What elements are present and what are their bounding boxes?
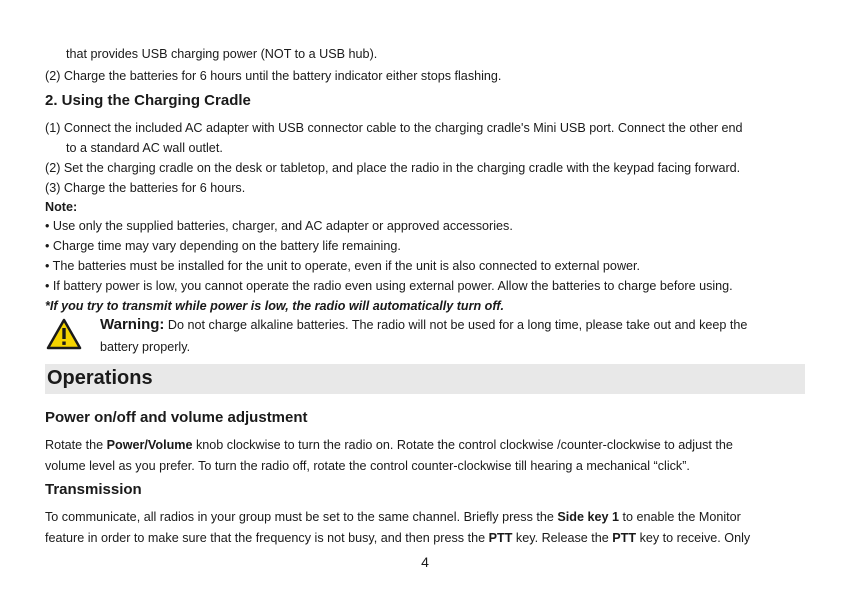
ptt-term: PTT bbox=[612, 531, 637, 545]
transmission-heading: Transmission bbox=[45, 481, 142, 498]
text-span: feature in order to make sure that the frequency is not busy, and then press the bbox=[45, 531, 489, 545]
warning-line-2: battery properly. bbox=[100, 340, 191, 354]
text-span: To communicate, all radios in your group must be set to the same channel. Briefly press the bbox=[45, 510, 558, 524]
cradle-step-1b: to a standard AC wall outlet. bbox=[66, 141, 223, 155]
operations-title: Operations bbox=[47, 367, 153, 389]
text-span: Rotate the bbox=[45, 438, 107, 452]
side-key-term: Side key 1 bbox=[557, 510, 620, 524]
cradle-step-2: (2) Set the charging cradle on the desk or tabletop, and place the radio in the charging cradle with the keypad facing forward. bbox=[45, 161, 741, 175]
ptt-term: PTT bbox=[488, 531, 513, 545]
charge-step-2: (2) Charge the batteries for 6 hours until the battery indicator either stops flashing. bbox=[45, 69, 502, 83]
page-number: 4 bbox=[421, 554, 429, 570]
note-bullet-1: • Use only the supplied batteries, charger, and AC adapter or approved accessories. bbox=[45, 219, 513, 233]
cradle-heading: 2. Using the Charging Cradle bbox=[45, 92, 251, 109]
continued-line: that provides USB charging power (NOT to a USB hub). bbox=[66, 47, 378, 61]
note-bullet-4: • If battery power is low, you cannot operate the radio even using external power. Allow the batteries to charge before using. bbox=[45, 279, 733, 293]
text-span: key to receive. Only bbox=[636, 531, 751, 545]
note-bullet-3: • The batteries must be installed for the unit to operate, even if the unit is also connected to external power. bbox=[45, 259, 641, 273]
warning-triangle-icon bbox=[46, 318, 82, 350]
operations-section-bar bbox=[45, 364, 805, 394]
warning-line-1 bbox=[100, 317, 747, 333]
power-volume-term: Power/Volume bbox=[106, 438, 193, 452]
power-heading: Power on/off and volume adjustment bbox=[45, 409, 308, 426]
cradle-step-1a: (1) Connect the included AC adapter with USB connector cable to the charging cradle's Mini USB port. Connect the other end bbox=[45, 121, 743, 135]
cradle-step-3: (3) Charge the batteries for 6 hours. bbox=[45, 181, 246, 195]
warning-text-1: Do not charge alkaline batteries. The radio will not be used for a long time, please take out and keep the bbox=[164, 318, 748, 332]
transmission-line-2 bbox=[45, 530, 750, 546]
note-emphasis: *If you try to transmit while power is low, the radio will automatically turn off. bbox=[45, 299, 505, 313]
text-span: knob clockwise to turn the radio on. Rotate the control clockwise /counter-clockwise to adjust the bbox=[192, 438, 733, 452]
power-paragraph-line-2: volume level as you prefer. To turn the radio off, rotate the control counter-clockwise till hearing a mechanical “click”. bbox=[45, 459, 690, 473]
transmission-line-1 bbox=[45, 509, 741, 525]
note-bullet-2: • Charge time may vary depending on the battery life remaining. bbox=[45, 239, 401, 253]
note-label: Note: bbox=[45, 200, 78, 214]
text-span: key. Release the bbox=[512, 531, 613, 545]
warning-label: Warning: bbox=[100, 316, 165, 333]
text-span: to enable the Monitor bbox=[619, 510, 741, 524]
power-paragraph-line-1 bbox=[45, 437, 733, 453]
